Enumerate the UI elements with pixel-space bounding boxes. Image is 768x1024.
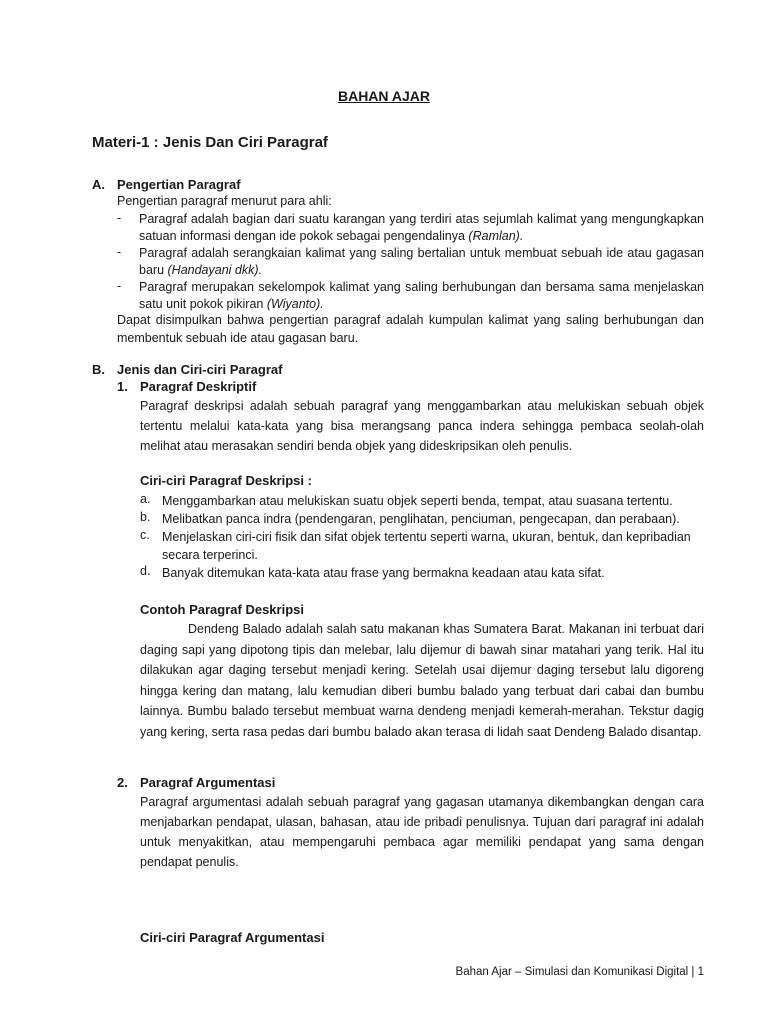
deskripsi-definition: Paragraf deskripsi adalah sebuah paragraf yang menggambarkan atau melukiskan sebuah objek tertentu melalui kata-kata yang bisa merangsang panca indera sehingga pembaca seolah-olah melihat atau merasakan sendiri benda objek yang dideskripsikan oleh penulis. <box>140 399 704 453</box>
item-2-heading: Paragraf Argumentasi <box>140 775 276 790</box>
list-marker: c. <box>140 528 150 542</box>
bullet-text: Paragraf merupakan sekelompok kalimat yang saling berhubungan dan bersama sama menjelaskan satu unit pokok pikiran <box>139 280 704 311</box>
section-a-marker: A. <box>92 177 105 192</box>
list-marker: b. <box>140 510 151 524</box>
materi-heading: Materi-1 : Jenis Dan Ciri Paragraf <box>92 134 328 151</box>
page-title: BAHAN AJAR <box>337 88 431 104</box>
list-item <box>140 528 704 564</box>
list-item <box>140 510 704 528</box>
bullet-source: (Wiyanto). <box>266 297 324 311</box>
list-item <box>140 564 704 582</box>
bullet-dash: - <box>117 211 122 225</box>
contoh-deskripsi-text: Dendeng Balado adalah salah satu makanan khas Sumatera Barat. Makanan ini terbuat dari daging sapi yang dipotong tipis dan melebar, lalu dijemur di bawah sinar matahari yang terik. Hal itu dilakukan agar daging tersebut menjadi kering. Setelah usai dijemur daging tersebut lalu digoreng hingga kering dan matang, lalu kemudian diberi bumbu balado yang terbuat dari cabai dan bumbu lainnya. Bumbu balado tersebut membuat warna dendeng menjadi kemerah-merahan. Tekstur dagig yang kering, serta rasa pedas dari bumbu balado akan terasa di lidah saat Dendeng Balado disantap. <box>140 622 704 739</box>
list-item <box>117 211 704 245</box>
item-2-marker: 2. <box>117 775 128 790</box>
section-a-conclusion: Dapat disimpulkan bahwa pengertian paragraf adalah kumpulan kalimat yang saling berhubungan dan membentuk sebuah ide atau gagasan baru. <box>117 313 704 345</box>
contoh-deskripsi-heading: Contoh Paragraf Deskripsi <box>140 602 304 617</box>
list-marker: a. <box>140 492 151 506</box>
list-text: Menjelaskan ciri-ciri fisik dan sifat objek tertentu seperti warna, ukuran, bentuk, dan kepribadian secara terperinci. <box>162 530 691 562</box>
bullet-dash: - <box>117 245 122 259</box>
bullet-source: (Handayani dkk). <box>167 263 262 277</box>
list-text: Melibatkan panca indra (pendengaran, penglihatan, penciuman, pengecapan, dan perabaan). <box>162 512 680 526</box>
ciri-argumentasi-heading: Ciri-ciri Paragraf Argumentasi <box>140 930 325 945</box>
argumentasi-definition: Paragraf argumentasi adalah sebuah paragraf yang gagasan utamanya dikembangkan dengan cara menjabarkan pendapat, ulasan, bahasan, atau ide pribadi penulisnya. Tujuan dari paragraf ini adalah untuk menyakitkan, atau mempengaruhi pembaca agar memiliki pendapat yang sama dengan pendapat penulis. <box>140 795 704 869</box>
section-a-intro: Pengertian paragraf menurut para ahli: <box>117 194 332 208</box>
section-b-heading: Jenis dan Ciri-ciri Paragraf <box>117 362 283 377</box>
list-item <box>117 245 704 279</box>
section-b-marker: B. <box>92 362 105 377</box>
page-footer: Bahan Ajar – Simulasi dan Komunikasi Digital | 1 <box>455 966 704 978</box>
list-item <box>117 279 704 313</box>
list-item <box>140 492 704 510</box>
item-1-marker: 1. <box>117 379 128 394</box>
section-a-heading: Pengertian Paragraf <box>117 177 241 192</box>
list-marker: d. <box>140 564 151 578</box>
list-text: Banyak ditemukan kata-kata atau frase yang bermakna keadaan atau kata sifat. <box>162 566 605 580</box>
ciri-deskripsi-heading: Ciri-ciri Paragraf Deskripsi : <box>140 473 312 488</box>
item-1-heading: Paragraf Deskriptif <box>140 379 257 394</box>
bullet-source: (Ramlan). <box>468 229 524 243</box>
bullet-text: Paragraf adalah serangkaian kalimat yang saling bertalian untuk membuat sebuah ide atau gagasan baru <box>139 246 704 277</box>
list-text: Menggambarkan atau melukiskan suatu objek seperti benda, tempat, atau suasana tertentu. <box>162 494 673 508</box>
bullet-dash: - <box>117 279 122 293</box>
bullet-text: Paragraf adalah bagian dari suatu karangan yang terdiri atas sejumlah kalimat yang mengungkapkan satuan informasi dengan ide pokok sebagai pengendalinya <box>139 212 704 243</box>
